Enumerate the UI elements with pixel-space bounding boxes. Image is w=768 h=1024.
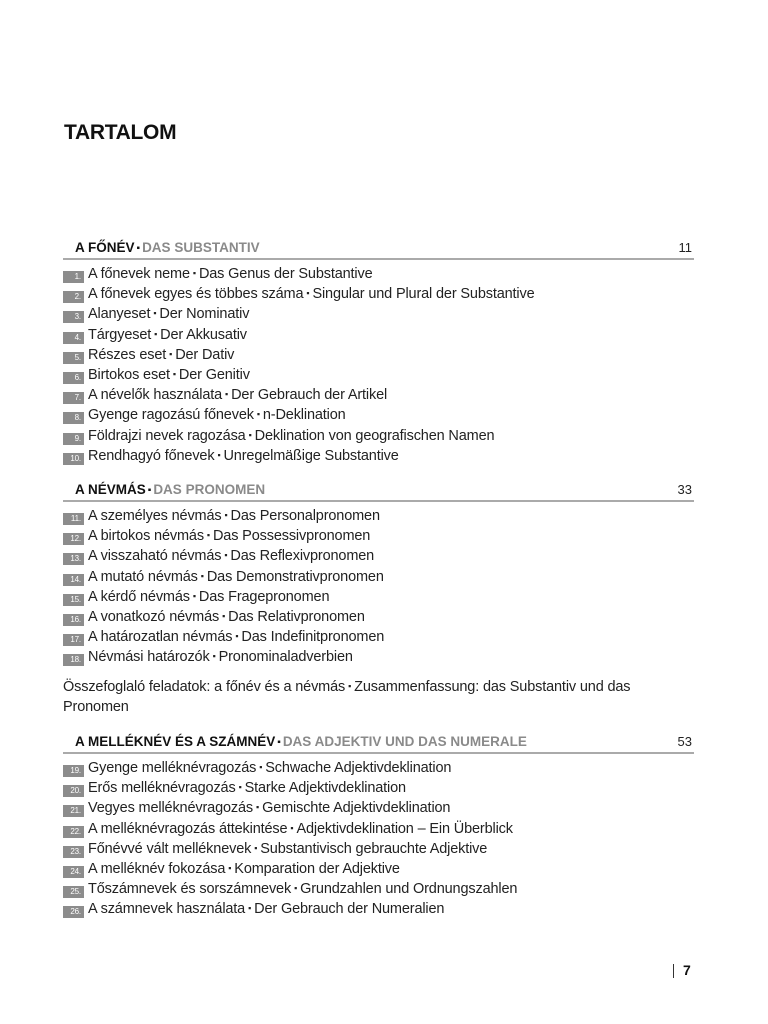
entry-title-hu: A személyes névmás bbox=[88, 508, 222, 524]
entry-number-badge: 24. bbox=[63, 866, 84, 878]
entry-title-de: Deklination von geografischen Namen bbox=[254, 427, 495, 444]
separator-bullet: ▪ bbox=[224, 550, 228, 561]
entry-title-hu: Birtokos eset bbox=[88, 366, 170, 383]
entry-number-badge: 8. bbox=[63, 412, 84, 424]
entry-number-badge: 2. bbox=[63, 291, 84, 303]
entry-title-de: Das Possessivpronomen bbox=[212, 528, 371, 545]
toc-entry bbox=[63, 757, 694, 777]
section-title-hu: A MELLÉKNÉV ÉS A SZÁMNÉV bbox=[75, 734, 276, 749]
entry-number-badge: 14. bbox=[63, 574, 84, 586]
toc-entry bbox=[63, 838, 694, 858]
entry-number-badge: 6. bbox=[63, 372, 84, 384]
entry-title-hu: A visszaható névmás bbox=[88, 548, 222, 565]
separator-bullet: ▪ bbox=[248, 429, 252, 440]
separator-bullet: ▪ bbox=[136, 243, 141, 254]
entry-title-hu: Tárgyeset bbox=[88, 326, 152, 343]
summary-entry bbox=[63, 676, 683, 717]
entry-title-hu: A főnevek egyes és többes száma bbox=[88, 286, 304, 303]
toc-entry bbox=[63, 878, 694, 898]
entry-title-de: Komparation der Adjektive bbox=[234, 860, 400, 877]
entry-title-de: Der Genitiv bbox=[178, 366, 250, 383]
summary-de: Zusammenfassung: das Substantiv und das Pronomen bbox=[63, 679, 631, 715]
toc-entry bbox=[63, 404, 694, 424]
entry-title-de: Der Nominativ bbox=[159, 306, 250, 323]
toc-entry bbox=[63, 384, 694, 404]
separator-bullet: ▪ bbox=[256, 802, 260, 813]
entry-number-badge: 10. bbox=[63, 453, 84, 465]
toc-entry bbox=[63, 566, 694, 586]
entry-title-hu: Gyenge melléknévragozás bbox=[88, 760, 257, 776]
entry-title-hu: A mutató névmás bbox=[88, 568, 198, 585]
entry-title-de: Grundzahlen und Ordnungszahlen bbox=[300, 881, 518, 898]
toc-entry bbox=[63, 858, 694, 878]
summary-hu: Összefoglaló feladatok: a főnév és a névmás bbox=[63, 679, 346, 695]
toc-entry bbox=[63, 445, 694, 465]
toc-entry bbox=[63, 606, 694, 626]
toc-entry bbox=[63, 545, 694, 565]
entry-title-hu: Vegyes melléknévragozás bbox=[88, 800, 254, 817]
separator-bullet: ▪ bbox=[290, 822, 294, 833]
entry-number-badge: 12. bbox=[63, 533, 84, 545]
separator-bullet: ▪ bbox=[256, 409, 260, 420]
section-title-hu: A FŐNÉV bbox=[75, 240, 135, 255]
entry-title-hu: Gyenge ragozású főnevek bbox=[88, 407, 254, 424]
entry-number-badge: 23. bbox=[63, 846, 84, 858]
toc-entry bbox=[63, 364, 694, 384]
entry-title-hu: Erős melléknévragozás bbox=[88, 780, 236, 797]
section-heading bbox=[63, 480, 694, 502]
section-title-de: DAS ADJEKTIV UND DAS NUMERALE bbox=[282, 734, 527, 749]
toc-entry bbox=[63, 505, 694, 525]
separator-bullet: ▪ bbox=[294, 883, 298, 894]
entry-number-badge: 13. bbox=[63, 553, 84, 565]
entry-number-badge: 15. bbox=[63, 594, 84, 606]
toc-entry bbox=[63, 586, 694, 606]
entry-title-hu: A melléknévragozás áttekintése bbox=[88, 820, 288, 837]
toc-entry bbox=[63, 797, 694, 817]
entry-title-de: Pronominaladverbien bbox=[218, 649, 353, 666]
entry-title-de: Das Demonstrativpronomen bbox=[206, 568, 384, 585]
separator-bullet: ▪ bbox=[259, 762, 263, 772]
entry-title-de: Das Fragepronomen bbox=[198, 588, 330, 605]
entry-title-hu: Főnévvé vált melléknevek bbox=[88, 840, 252, 857]
section-page-number: 53 bbox=[677, 734, 692, 749]
entry-title-de: Adjektivdeklination – Ein Überblick bbox=[296, 820, 513, 837]
entry-title-hu: Névmási határozók bbox=[88, 649, 210, 666]
section-heading bbox=[63, 238, 694, 260]
entry-number-badge: 7. bbox=[63, 392, 84, 404]
separator-bullet: ▪ bbox=[222, 610, 226, 621]
separator-bullet: ▪ bbox=[192, 590, 196, 601]
entry-title-hu: A kérdő névmás bbox=[88, 588, 190, 605]
separator-bullet: ▪ bbox=[306, 288, 310, 299]
entry-number-badge: 22. bbox=[63, 826, 84, 838]
entry-number-badge: 1. bbox=[63, 271, 84, 283]
page-number: 7 bbox=[683, 962, 691, 978]
entry-title-hu: A melléknév fokozása bbox=[88, 860, 226, 877]
entry-title-hu: A főnevek neme bbox=[88, 266, 190, 282]
entry-number-badge: 20. bbox=[63, 785, 84, 797]
entry-title-de: Gemischte Adjektivdeklination bbox=[262, 800, 451, 817]
toc-entry bbox=[63, 646, 694, 666]
section-title-de: DAS SUBSTANTIV bbox=[142, 240, 260, 255]
toc-entry bbox=[63, 283, 694, 303]
entry-number-badge: 3. bbox=[63, 311, 84, 323]
toc-list bbox=[63, 505, 694, 667]
entry-title-de: Das Reflexivpronomen bbox=[230, 548, 375, 565]
separator-bullet: ▪ bbox=[254, 842, 258, 853]
entry-title-de: Der Dativ bbox=[175, 346, 235, 363]
footer-divider bbox=[673, 964, 674, 978]
toc-entry bbox=[63, 425, 694, 445]
separator-bullet: ▪ bbox=[192, 268, 196, 278]
separator-bullet: ▪ bbox=[153, 308, 157, 319]
toc-entry bbox=[63, 263, 694, 283]
entry-title-de: Der Gebrauch der Artikel bbox=[231, 387, 388, 404]
toc-entry bbox=[63, 626, 694, 646]
entry-title-hu: Földrajzi nevek ragozása bbox=[88, 427, 246, 444]
entry-title-de: Das Personalpronomen bbox=[230, 508, 380, 524]
toc-list bbox=[63, 263, 694, 465]
entry-number-badge: 17. bbox=[63, 634, 84, 646]
toc-entry bbox=[63, 324, 694, 344]
section-adjektiv-numerale bbox=[63, 732, 694, 919]
separator-bullet: ▪ bbox=[235, 631, 239, 642]
entry-title-hu: A névelők használata bbox=[88, 387, 223, 404]
entry-title-hu: Alanyeset bbox=[88, 306, 151, 323]
section-title-de: DAS PRONOMEN bbox=[153, 482, 266, 497]
entry-title-de: n-Deklination bbox=[262, 407, 346, 424]
entry-title-hu: A számnevek használata bbox=[88, 901, 246, 918]
entry-number-badge: 21. bbox=[63, 805, 84, 817]
entry-title-de: Das Relativpronomen bbox=[228, 608, 365, 625]
toc-entry bbox=[63, 344, 694, 364]
section-heading bbox=[63, 732, 694, 754]
separator-bullet: ▪ bbox=[147, 485, 152, 496]
separator-bullet: ▪ bbox=[225, 389, 229, 400]
separator-bullet: ▪ bbox=[224, 510, 228, 520]
section-title-hu: A NÉVMÁS bbox=[75, 482, 146, 497]
separator-bullet: ▪ bbox=[348, 681, 352, 691]
entry-number-badge: 5. bbox=[63, 352, 84, 364]
entry-number-badge: 18. bbox=[63, 654, 84, 666]
entry-title-hu: Rendhagyó főnevek bbox=[88, 447, 215, 464]
entry-title-de: Singular und Plural der Substantive bbox=[312, 286, 535, 303]
entry-number-badge: 4. bbox=[63, 332, 84, 344]
entry-title-de: Der Gebrauch der Numeralien bbox=[254, 901, 445, 918]
entry-number-badge: 16. bbox=[63, 614, 84, 626]
entry-title-de: Das Indefinitpronomen bbox=[241, 629, 385, 646]
entry-number-badge: 11. bbox=[63, 513, 84, 525]
separator-bullet: ▪ bbox=[248, 903, 252, 914]
entry-title-de: Schwache Adjektivdeklination bbox=[265, 760, 452, 776]
separator-bullet: ▪ bbox=[172, 368, 176, 379]
toc-entry bbox=[63, 818, 694, 838]
separator-bullet: ▪ bbox=[154, 328, 158, 339]
entry-title-de: Der Akkusativ bbox=[160, 326, 247, 343]
entry-title-de: Substantivisch gebrauchte Adjektive bbox=[260, 840, 488, 857]
section-substantiv bbox=[63, 238, 694, 465]
entry-title-hu: Tőszámnevek és sorszámnevek bbox=[88, 881, 292, 898]
toc-entry bbox=[63, 525, 694, 545]
separator-bullet: ▪ bbox=[277, 737, 281, 748]
section-page-number: 33 bbox=[677, 482, 692, 497]
entry-title-de: Starke Adjektivdeklination bbox=[244, 780, 406, 797]
separator-bullet: ▪ bbox=[217, 449, 221, 460]
page-title: TARTALOM bbox=[64, 121, 177, 144]
toc-entry bbox=[63, 898, 694, 918]
toc-entry bbox=[63, 303, 694, 323]
toc-entry bbox=[63, 777, 694, 797]
entry-title-de: Unregelmäßige Substantive bbox=[223, 447, 399, 464]
separator-bullet: ▪ bbox=[238, 782, 242, 793]
entry-number-badge: 19. bbox=[63, 765, 84, 777]
entry-number-badge: 26. bbox=[63, 906, 84, 918]
toc-list bbox=[63, 757, 694, 919]
entry-title-hu: A birtokos névmás bbox=[88, 528, 204, 545]
entry-number-badge: 25. bbox=[63, 886, 84, 898]
entry-title-hu: Részes eset bbox=[88, 346, 167, 363]
section-pronomen bbox=[63, 480, 694, 667]
entry-title-de: Das Genus der Substantive bbox=[198, 266, 373, 282]
separator-bullet: ▪ bbox=[228, 862, 232, 873]
section-page-number: 11 bbox=[678, 240, 692, 255]
separator-bullet: ▪ bbox=[200, 570, 204, 581]
separator-bullet: ▪ bbox=[206, 530, 210, 541]
entry-title-hu: A vonatkozó névmás bbox=[88, 608, 220, 625]
separator-bullet: ▪ bbox=[212, 651, 216, 662]
entry-number-badge: 9. bbox=[63, 433, 84, 445]
entry-title-hu: A határozatlan névmás bbox=[88, 629, 233, 646]
separator-bullet: ▪ bbox=[169, 348, 173, 359]
